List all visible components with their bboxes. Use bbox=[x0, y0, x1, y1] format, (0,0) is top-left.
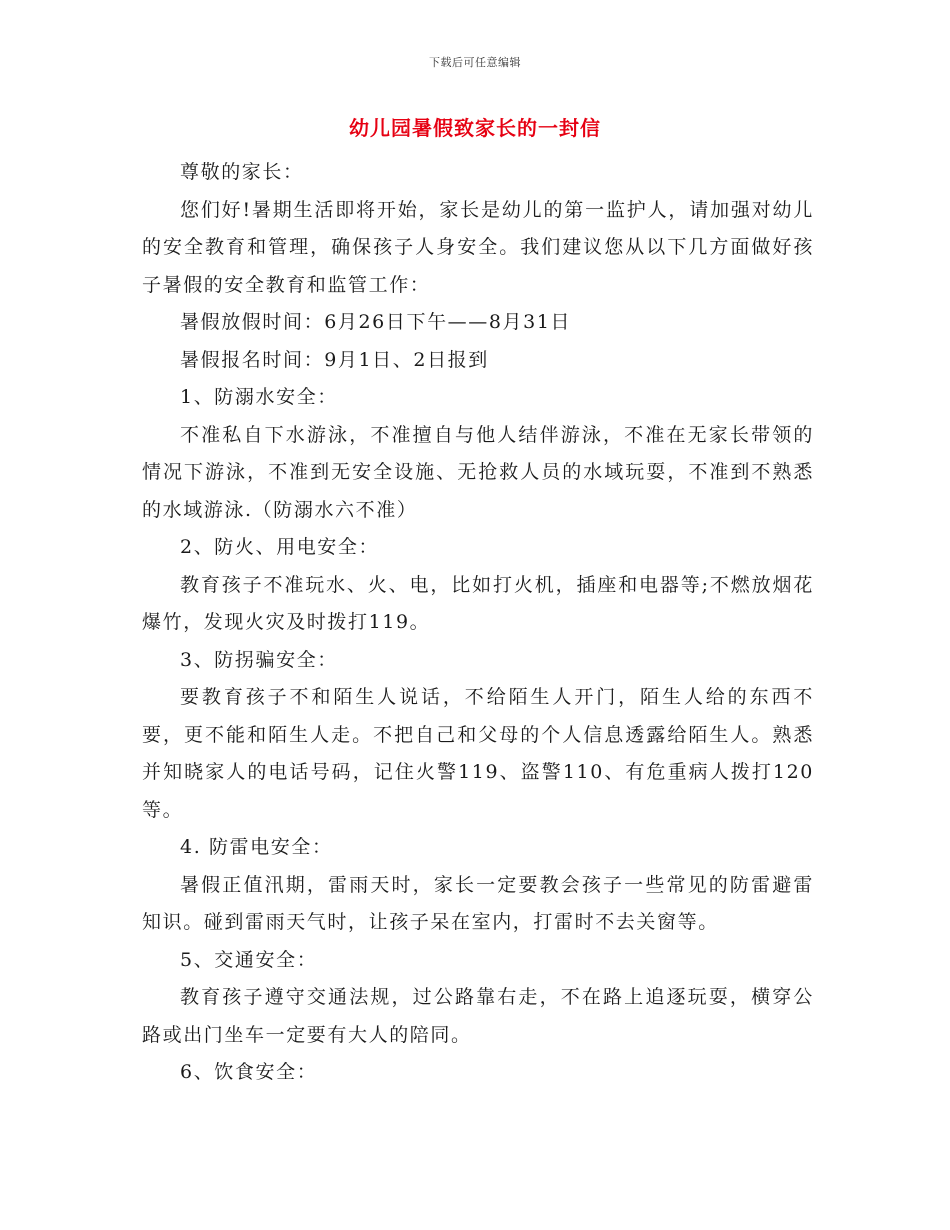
salutation: 尊敬的家长： bbox=[180, 161, 304, 183]
document-title: 幼儿园暑假致家长的一封信 bbox=[349, 116, 601, 140]
section-body-abduction: 要教育孩子不和陌生人说话，不给陌生人开门，陌生人给的东西不要，更不能和陌生人走。不把自己和父母的个人信息透露给陌生人。熟悉并知晓家人的电话号码，记住火警119、盗警110、有危重病人拨打120等。 bbox=[142, 686, 814, 821]
section-heading-traffic: 5、交通安全： bbox=[180, 948, 318, 971]
document-body bbox=[142, 154, 814, 1092]
section-heading-food: 6、饮食安全： bbox=[180, 1061, 318, 1083]
registration-period: 暑假报名时间：9月1日、2日报到 bbox=[180, 348, 489, 371]
section-heading-fire-electric: 2、防火、用电安全： bbox=[180, 536, 380, 558]
header-note: 下载后可任意编辑 bbox=[429, 56, 521, 69]
section-body-traffic: 教育孩子遵守交通法规，过公路靠右走，不在路上追逐玩耍，横穿公路或出门坐车一定要有大人的陪同。 bbox=[142, 986, 814, 1046]
section-heading-lightning: 4. 防雷电安全： bbox=[180, 836, 333, 858]
section-body-drowning: 不准私自下水游泳，不准擅自与他人结伴游泳，不准在无家长带领的情况下游泳，不准到无安全设施、无抢救人员的水域玩耍，不准到不熟悉的水域游泳.（防溺水六不准） bbox=[142, 423, 814, 521]
intro-paragraph: 您们好!暑期生活即将开始，家长是幼儿的第一监护人，请加强对幼儿的安全教育和管理，确保孩子人身安全。我们建议您从以下几方面做好孩子暑假的安全教育和监管工作： bbox=[142, 198, 814, 296]
section-body-lightning: 暑假正值汛期，雷雨天时，家长一定要教会孩子一些常见的防雷避雷知识。碰到雷雨天气时，让孩子呆在室内，打雷时不去关窗等。 bbox=[142, 873, 814, 933]
section-body-fire-electric: 教育孩子不准玩水、火、电，比如打火机，插座和电器等;不燃放烟花爆竹，发现火灾及时拨打119。 bbox=[142, 573, 814, 633]
vacation-period: 暑假放假时间：6月26日下午——8月31日 bbox=[180, 311, 572, 333]
section-heading-drowning: 1、防溺水安全： bbox=[180, 386, 338, 408]
section-heading-abduction: 3、防拐骗安全： bbox=[180, 648, 338, 671]
